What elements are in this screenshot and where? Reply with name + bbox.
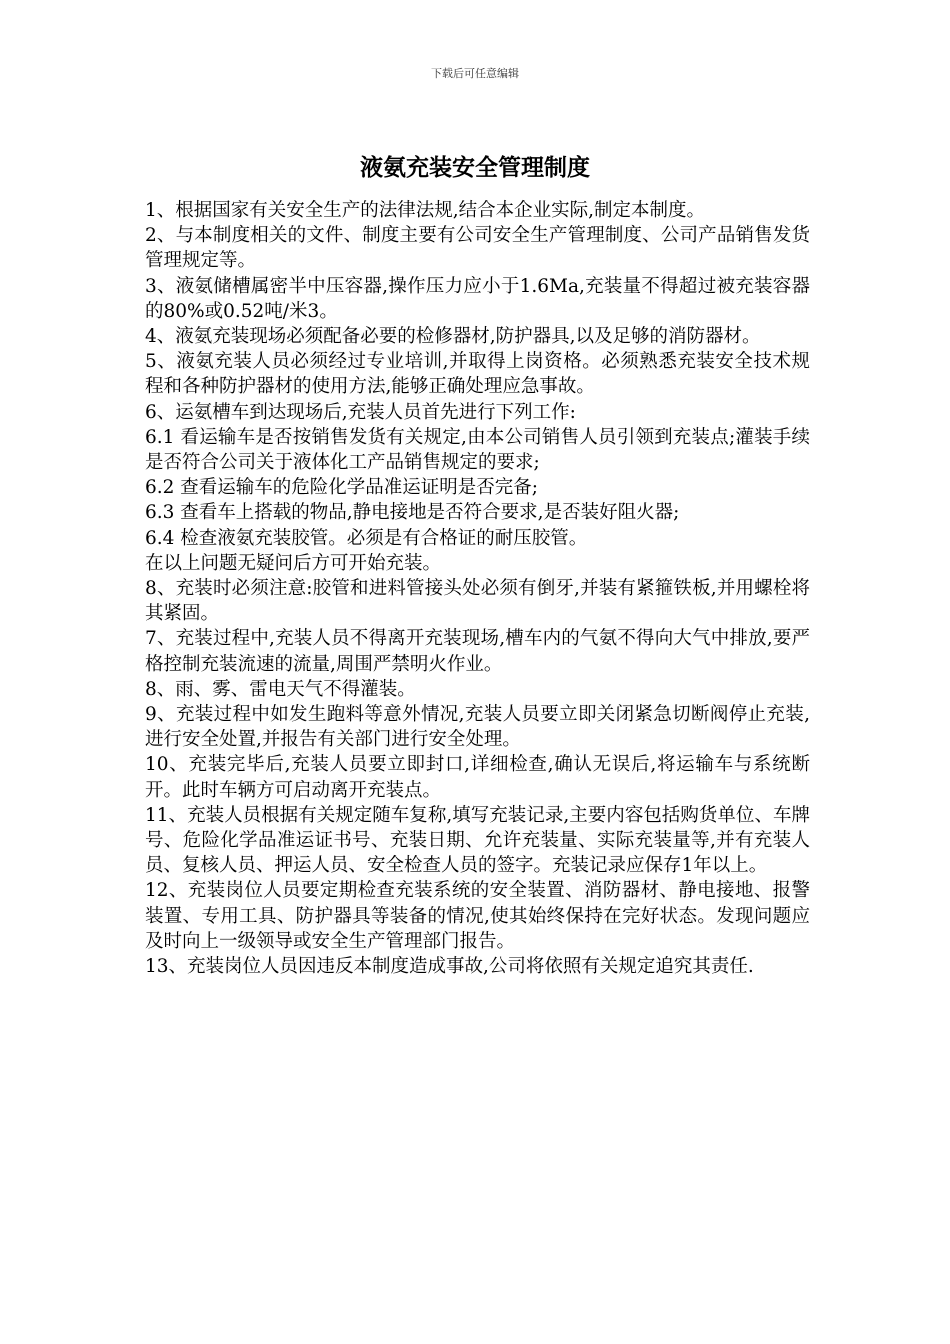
paragraph-12: 12、充装岗位人员要定期检查充装系统的安全装置、消防器材、静电接地、报警装置、专用工具、防护器具等装备的情况,使其始终保持在完好状态。发现问题应及时向上一级领导或安全生产管理部门报告。: [145, 880, 810, 952]
paragraph-6-1: 6.1 看运输车是否按销售发货有关规定,由本公司销售人员引领到充装点;灌装手续是否符合公司关于液体化工产品销售规定的要求;: [145, 426, 810, 474]
paragraph-1: 1、根据国家有关安全生产的法律法规,结合本企业实际,制定本制度。: [145, 200, 706, 221]
paragraph-11: 11、充装人员根据有关规定随车复称,填写充装记录,主要内容包括购货单位、车牌号、危险化学品准运证书号、充装日期、允许充装量、实际充装量等,并有充装人员、复核人员、押运人员、安全检查人员的签字。充装记录应保存1年以上。: [145, 804, 810, 877]
paragraph-3: 3、液氨储槽属密半中压容器,操作压力应小于1.6Ma,充装量不得超过被充装容器的80%或0.52吨/米3。: [145, 275, 810, 322]
document-title: 液氨充装安全管理制度: [360, 154, 590, 181]
paragraph-6-2: 6.2 查看运输车的危险化学品准运证明是否完备;: [145, 477, 539, 499]
header-note: 下载后可任意编辑: [431, 67, 519, 80]
paragraph-7: 7、充装过程中,充装人员不得离开充装现场,槽车内的气氨不得向大气中排放,要严格控制充装流速的流量,周围严禁明火作业。: [145, 628, 810, 675]
paragraph-8a: 8、充装时必须注意:胶管和进料管接头处必须有倒牙,并装有紧箍铁板,并用螺栓将其紧固。: [145, 578, 810, 625]
document-body: [145, 198, 810, 979]
paragraph-6-3: 6.3 查看车上搭载的物品,静电接地是否符合要求,是否装好阻火器;: [145, 502, 680, 524]
paragraph-2: 2、与本制度相关的文件、制度主要有公司安全生产管理制度、公司产品销售发货管理规定等。: [145, 225, 810, 272]
paragraph-9: 9、充装过程中如发生跑料等意外情况,充装人员要立即关闭紧急切断阀停止充装,进行安全处置,并报告有关部门进行安全处理。: [145, 704, 810, 751]
paragraph-6: 6、运氨槽车到达现场后,充装人员首先进行下列工作:: [145, 401, 576, 423]
paragraph-5: 5、液氨充装人员必须经过专业培训,并取得上岗资格。必须熟悉充装安全技术规程和各种防护器材的使用方法,能够正确处理应急事故。: [145, 351, 810, 398]
paragraph-6-note: 在以上问题无疑问后方可开始充装。: [145, 552, 442, 574]
paragraph-6-4: 6.4 检查液氨充装胶管。必须是有合格证的耐压胶管。: [145, 527, 588, 549]
paragraph-13: 13、充装岗位人员因违反本制度造成事故,公司将依照有关规定追究其责任.: [145, 956, 754, 978]
paragraph-4: 4、液氨充装现场必须配备必要的检修器材,防护器具,以及足够的消防器材。: [145, 326, 761, 348]
paragraph-10: 10、充装完毕后,充装人员要立即封口,详细检查,确认无误后,将运输车与系统断开。此时车辆方可启动离开充装点。: [145, 754, 810, 801]
paragraph-8b: 8、雨、雾、雷电天气不得灌装。: [145, 678, 416, 700]
